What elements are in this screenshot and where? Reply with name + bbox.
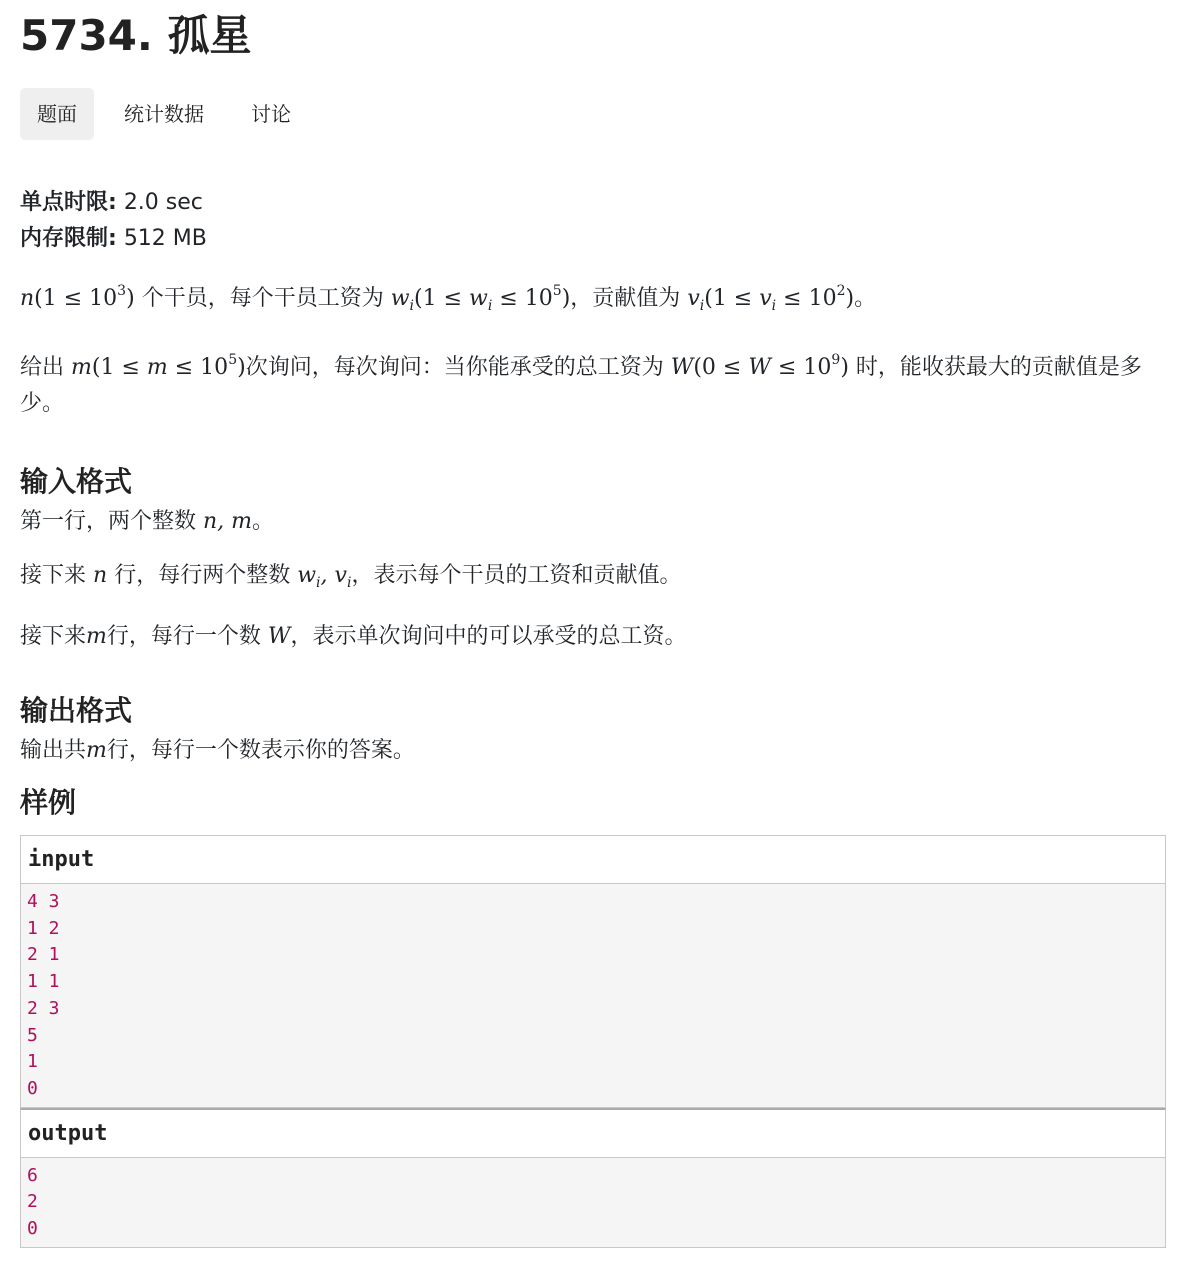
problem-title: 5734. 孤星	[20, 11, 252, 60]
tab-statement[interactable]: 题面	[20, 88, 94, 140]
code-line: 1 2	[27, 917, 60, 939]
math-n: n	[93, 563, 108, 588]
output-text: 输出共	[20, 738, 87, 763]
math-m: m	[86, 738, 107, 763]
code-line: 5	[27, 1024, 38, 1046]
input-text: 第一行，两个整数	[20, 509, 197, 534]
memory-limit-label: 内存限制:	[20, 226, 117, 251]
statement-text: 个干员，每个干员工资为	[141, 286, 384, 311]
sample-output-label: output	[21, 1110, 1165, 1158]
math-m: m	[86, 624, 107, 649]
limits-section	[20, 185, 1164, 257]
input-line-2	[20, 558, 1164, 601]
input-text: 接下来	[20, 624, 87, 649]
sample-input-code[interactable]	[21, 884, 1165, 1107]
time-limit	[20, 185, 1164, 221]
sample-output-box	[20, 1108, 1166, 1248]
math-m-range: $m(1 \le m \le 10^5)$	[71, 352, 246, 380]
code-line: 0	[27, 1218, 38, 1240]
output-line-1	[20, 733, 1164, 769]
tab-discussion[interactable]: 讨论	[251, 102, 291, 126]
input-text: 行，每行一个数	[106, 624, 261, 649]
code-line: 2	[27, 1191, 38, 1213]
problem-tabs	[20, 88, 1164, 140]
input-format-heading: 输入格式	[20, 465, 133, 498]
math-w-range: $w_i(1 \le w_i \le 10^5)$	[390, 283, 571, 314]
sample-heading: 样例	[20, 786, 77, 819]
sample-input-box	[20, 835, 1166, 1108]
math-wi-vi: $w_i$, $v_i$	[297, 563, 352, 591]
statement-text: 次询问，每次询问：当你能承受的总工资为	[245, 355, 664, 380]
code-line: 1 1	[27, 971, 60, 993]
code-line: 4 3	[27, 891, 60, 912]
input-text: ，表示每个干员的工资和贡献值。	[351, 563, 682, 588]
time-limit-value: 2.0 sec	[123, 190, 203, 215]
code-line: 0	[27, 1077, 38, 1099]
code-line: 2 3	[27, 997, 60, 1019]
input-line-3	[20, 619, 1164, 655]
tab-statistics[interactable]: 统计数据	[124, 102, 204, 126]
sample-output-code[interactable]	[21, 1158, 1165, 1247]
code-line: 1	[27, 1051, 38, 1073]
code-line: 6	[27, 1164, 38, 1186]
input-line-1	[20, 504, 1164, 540]
statement-text: 。	[854, 286, 877, 311]
input-text: 。	[252, 509, 275, 534]
output-text: 行，每行一个数表示你的答案。	[106, 738, 415, 763]
input-text: ，表示单次询问中的可以承受的总工资。	[290, 624, 687, 649]
math-W: W	[267, 624, 291, 649]
input-text: 接下来	[20, 563, 87, 588]
code-line: 2 1	[27, 944, 60, 966]
math-v-range: $v_i(1 \le v_i \le 10^2)$	[687, 283, 855, 314]
output-format-heading: 输出格式	[20, 694, 133, 727]
memory-limit-value: 512 MB	[123, 226, 207, 251]
math-n-range: $n(1 \le 10^3)$	[20, 283, 135, 311]
sample-input-label: input	[21, 836, 1165, 884]
statement-text: 给出	[20, 355, 65, 380]
memory-limit	[20, 221, 1164, 257]
statement-text: ，贡献值为	[570, 286, 681, 311]
time-limit-label: 单点时限:	[20, 190, 117, 215]
math-n-m: n, m	[203, 509, 253, 534]
statement-text: 时，能收获最大的贡献值是多少。	[20, 355, 1142, 416]
input-text: 行，每行两个整数	[114, 563, 291, 588]
math-W-range: $W(0 \le W \le 10^9)$	[670, 352, 849, 380]
statement-paragraph-2	[20, 342, 1164, 422]
statement-paragraph-1	[20, 273, 1164, 324]
